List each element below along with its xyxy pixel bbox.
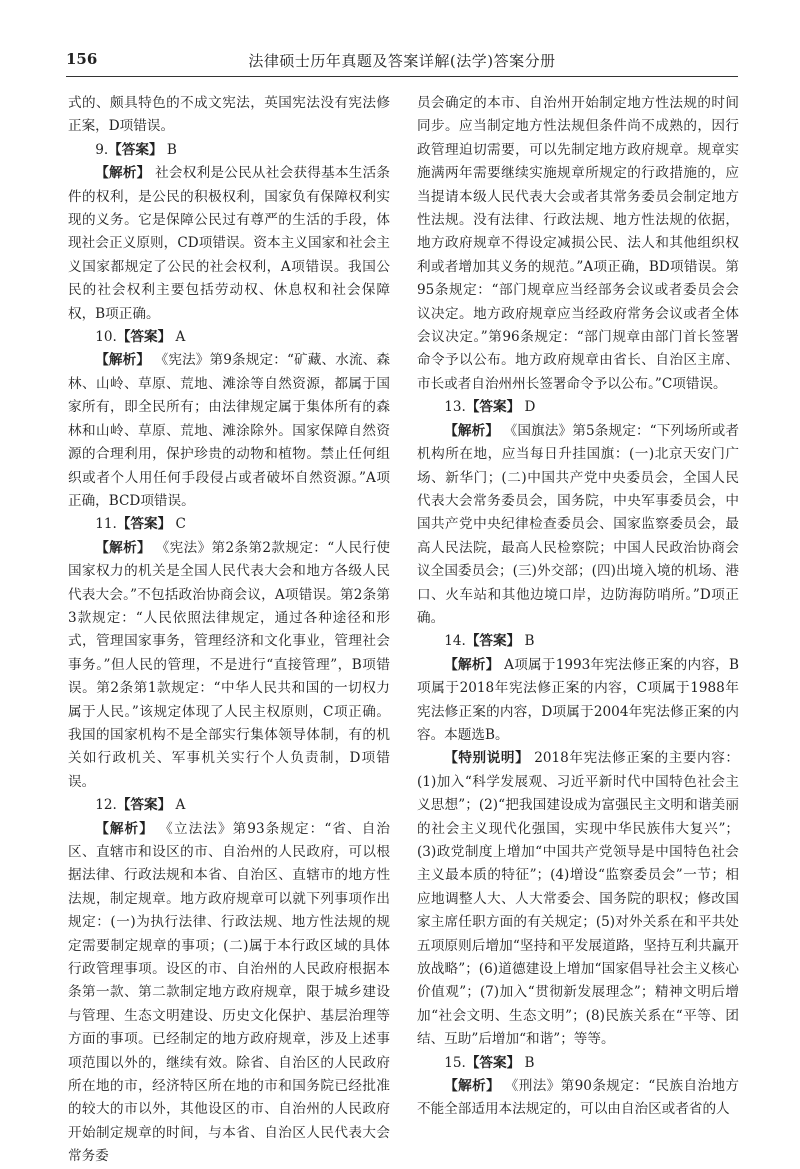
answer-line [68,794,390,817]
question-number: 15. [444,1054,466,1071]
analysis-tag: 【解析】 [95,820,154,837]
paragraph-text: 《国旗法》第5条规定：“下列场所或者机构所在地，应当每日升挂国旗：(一)北京天安门广场、新华门；(二)中国共产党中央委员会，全国人民代表大会常务委员会，国务院，中央军事委员会，中国共产党中央纪律检查委员会、国家监察委员会，最高人民法院，最高人民检察院；中国人民政治协商会议全国委员会；(三)外交部；(四)出境入境的机场、港口、火车站和其他边境口岸，边防海防哨所。”D项正确。 [417,422,740,626]
continued-paragraph [68,92,390,139]
analysis-tag: 【解析】 [95,352,151,369]
analysis-tag: 【解析】 [95,539,152,556]
question-number: 10. [95,329,117,346]
answer-line [68,326,390,349]
analysis-paragraph [417,747,739,1051]
answer-value: B [520,633,535,650]
continued-paragraph [417,92,739,396]
question-number: 12. [95,797,117,814]
paragraph-text: 《宪法》第9条规定：“矿藏、水流、森林、山岭、草原、荒地、滩涂等自然资源，都属于国家所有，即全民所有；由法律规定属于集体所有的森林和山岭、草原、荒地、滩涂除外。国家保障自然资源的合理利用，保护珍贵的动物和植物。禁止任何组织或者个人用任何手段侵占或者破坏自然资源。”A项正确，BCD项错误。 [68,352,391,509]
paragraph-text: 《宪法》第2条第2款规定：“人民行使国家权力的机关是全国人民代表大会和地方各级人民代表大会。”不包括政治协商会议，A项错误。第2条第3款规定：“人民依照法律规定，通过各种途径和形式，管理国家事务，管理经济和文化事业，管理社会事务。”但人民的管理，不是进行“直接管理”，B项错误。第2条第1款规定：“中华人民共和国的一切权力属于人民。”该规定体现了人民主权原则，C项正确。我国的国家机构不是全部实行集体领导体制，有的机关如行政机关、军事机关实行个人负责制，D项错误。 [68,539,390,790]
question-number: 13. [444,399,466,416]
analysis-paragraph [417,1075,739,1122]
analysis-paragraph [68,818,390,1169]
analysis-paragraph [68,537,390,794]
answer-line [417,396,739,419]
answer-value: D [520,399,536,416]
left-column [68,92,391,1165]
right-column [417,92,739,1152]
answer-tag: 【答案】 [465,1054,521,1071]
analysis-tag: 【解析】 [444,1078,501,1095]
answer-line [417,1052,739,1075]
paragraph-text: 员会确定的本市、自治州开始制定地方性法规的时间同步。应当制定地方性法规但条件尚不成熟的，因行政管理迫切需要，可以先制定地方政府规章。规章实施满两年需要继续实施规章所规定的行政措施的，应当提请本级人民代表大会或者其常务委员会制定地方性法规。没有法律、行政法规、地方性法规的依据，地方政府规章不得设定减损公民、法人和其他组织权利或者增加其义务的规范。”A项正确，BD项错误。第95条规定：“部门规章应当经部务会议或者委员会会议决定。地方政府规章应当经政府常务会议或者全体会议决定。”第96条规定：“部门规章由部门首长签署命令予以公布。地方政府规章由省长、自治区主席、市长或者自治州州长签署命令予以公布。”C项错误。 [417,95,739,392]
question-number: 14. [444,633,466,650]
analysis-tag: 【解析】 [95,165,151,182]
analysis-paragraph [68,162,390,326]
question-number: 9. [95,141,109,158]
book-title: 法律硕士历年真题及答案详解(法学)答案分册 [248,52,556,70]
answer-value: B [162,141,177,158]
paragraph-text: 《立法法》第93条规定：“省、自治区、直辖市和设区的市、自治州的人民政府，可以根据法律、行政法规和本省、自治区、直辖市的地方性法规，制定规章。地方政府规章可以就下列事项作出规定：(一)为执行法律、行政法规、地方性法规的规定需要制定规章的事项；(二)属于本行政区域的具体行政管理事项。设区的市、自治州的人民政府根据本条第一款、第二款制定地方政府规章，限于城乡建设与管理、生态文明建设、历史文化保护、基层治理等方面的事项。已经制定的地方政府规章，涉及上述事项范围以外的，继续有效。除省、自治区的人民政府所在地的市，经济特区所在地的市和国务院已经批准的较大的市以外，其他设区的市、自治州的人民政府开始制定规章的时间，与本省、自治区人民代表大会常务委 [68,820,390,1165]
answer-tag: 【答案】 [465,633,521,650]
answer-line [417,630,739,653]
answer-value: C [171,516,186,533]
answer-value: A [171,797,186,814]
answer-tag: 【答案】 [116,797,172,814]
paragraph-text: 《刑法》第90条规定：“民族自治地方不能全部适用本法规定的，可以由自治区或者省的人 [417,1078,739,1118]
answer-line [68,139,390,162]
analysis-tag: 【解析】 [444,656,500,673]
paragraph-text: 式的、颇具特色的不成文宪法，英国宪法没有宪法修正案，D项错误。 [68,95,390,135]
paragraph-text: 2018年宪法修正案的主要内容：(1)加入“科学发展观、习近平新时代中国特色社会主义思想”；(2)“把我国建设成为富强民主文明和谐美丽的社会主义现代化强国，实现中华民族伟大复兴”；(3)政党制度上增加“中国共产党领导是中国特色社会主义最本质的特征”；(4)增设“监察委员会”一节；相应地调整人大、人大常委会、国务院的职权；修改国家主席任职方面的有关规定；(5)对外关系在和平共处五项原则后增加“坚持和平发展道路，坚持互利共赢开放战略”；(6)道德建设上增加“国家倡导社会主义核心价值观”；(7)加入“贯彻新发展理念”；精神文明后增加“社会文明、生态文明”；(8)民族关系在“平等、团结、互助”后增加“和谐”；等等。 [417,750,740,1048]
analysis-paragraph [417,420,739,631]
answer-value: B [520,1054,535,1071]
analysis-paragraph [68,349,390,513]
question-number: 11. [95,516,117,533]
analysis-tag: 【特别说明】 [444,750,530,767]
analysis-tag: 【解析】 [444,422,500,439]
answer-value: A [171,329,186,346]
answer-line [68,513,390,536]
analysis-paragraph [417,654,739,748]
page-number: 156 [66,50,98,68]
answer-tag: 【答案】 [108,141,163,158]
page-header [66,40,738,77]
paragraph-text: A项属于1993年宪法修正案的内容，B项属于2018年宪法修正案的内容，C项属于1988年宪法修正案的内容，D项属于2004年宪法修正案的内容。本题选B。 [417,656,739,743]
answer-tag: 【答案】 [116,516,172,533]
paragraph-text: 社会权利是公民从社会获得基本生活条件的权利，是公民的积极权利，国家负有保障权利实现的义务。它是保障公民过有尊严的生活的手段，体现社会正义原则，CD项错误。资本主义国家和社会主义国家都规定了公民的社会权利，A项错误。我国公民的社会权利主要包括劳动权、休息权和社会保障权，B项正确。 [68,165,391,322]
answer-tag: 【答案】 [116,329,172,346]
answer-tag: 【答案】 [465,399,521,416]
